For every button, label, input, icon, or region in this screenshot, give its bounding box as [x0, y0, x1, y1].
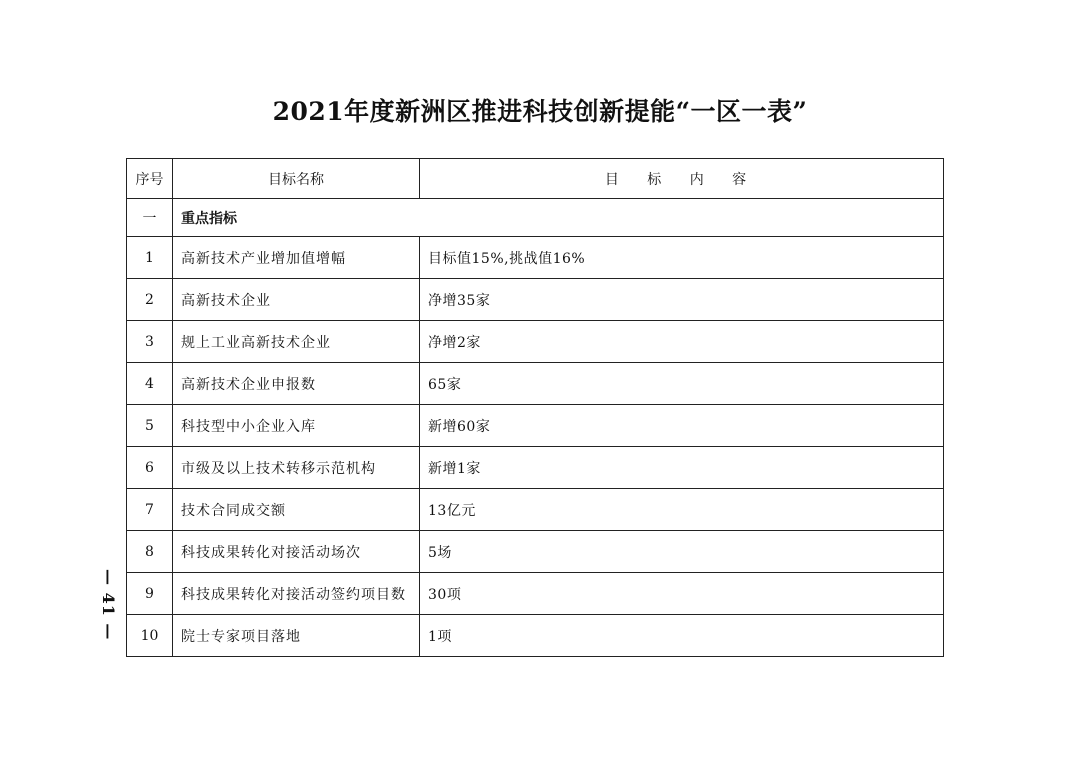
row-name: 院士专家项目落地 [173, 615, 420, 657]
row-content: 1项 [420, 615, 944, 657]
row-num: 4 [127, 363, 173, 405]
row-num: 3 [127, 321, 173, 363]
row-num: 1 [127, 237, 173, 279]
table-row [127, 237, 944, 279]
row-num: 7 [127, 489, 173, 531]
section-num: 一 [127, 199, 173, 237]
header-content: 目 标 内 容 [420, 159, 944, 199]
table-row [127, 279, 944, 321]
row-content: 净增2家 [420, 321, 944, 363]
row-name: 高新技术产业增加值增幅 [173, 237, 420, 279]
table-row [127, 405, 944, 447]
table-row [127, 531, 944, 573]
row-name: 市级及以上技术转移示范机构 [173, 447, 420, 489]
table-row [127, 573, 944, 615]
table-header-row [127, 159, 944, 199]
row-content: 13亿元 [420, 489, 944, 531]
row-content: 新增1家 [420, 447, 944, 489]
row-content: 65家 [420, 363, 944, 405]
page-number: — 41 — [99, 569, 118, 641]
row-num: 6 [127, 447, 173, 489]
table-row [127, 447, 944, 489]
row-name: 规上工业高新技术企业 [173, 321, 420, 363]
row-num: 2 [127, 279, 173, 321]
section-row [127, 199, 944, 237]
row-content: 净增35家 [420, 279, 944, 321]
row-num: 10 [127, 615, 173, 657]
row-name: 高新技术企业 [173, 279, 420, 321]
row-name: 科技型中小企业入库 [173, 405, 420, 447]
row-num: 5 [127, 405, 173, 447]
row-name: 高新技术企业申报数 [173, 363, 420, 405]
row-content: 5场 [420, 531, 944, 573]
table-row [127, 321, 944, 363]
row-content: 目标值15%,挑战值16% [420, 237, 944, 279]
row-num: 9 [127, 573, 173, 615]
header-name: 目标名称 [173, 159, 420, 199]
row-content: 30项 [420, 573, 944, 615]
header-num: 序号 [127, 159, 173, 199]
row-name: 技术合同成交额 [173, 489, 420, 531]
page-title: 2021年度新洲区推进科技创新提能“一区一表” [272, 97, 808, 126]
row-num: 8 [127, 531, 173, 573]
row-content: 新增60家 [420, 405, 944, 447]
row-name: 科技成果转化对接活动签约项目数 [173, 573, 420, 615]
targets-table [126, 158, 944, 657]
row-name: 科技成果转化对接活动场次 [173, 531, 420, 573]
table-row [127, 615, 944, 657]
section-label: 重点指标 [173, 199, 944, 237]
table-row [127, 489, 944, 531]
table-row [127, 363, 944, 405]
